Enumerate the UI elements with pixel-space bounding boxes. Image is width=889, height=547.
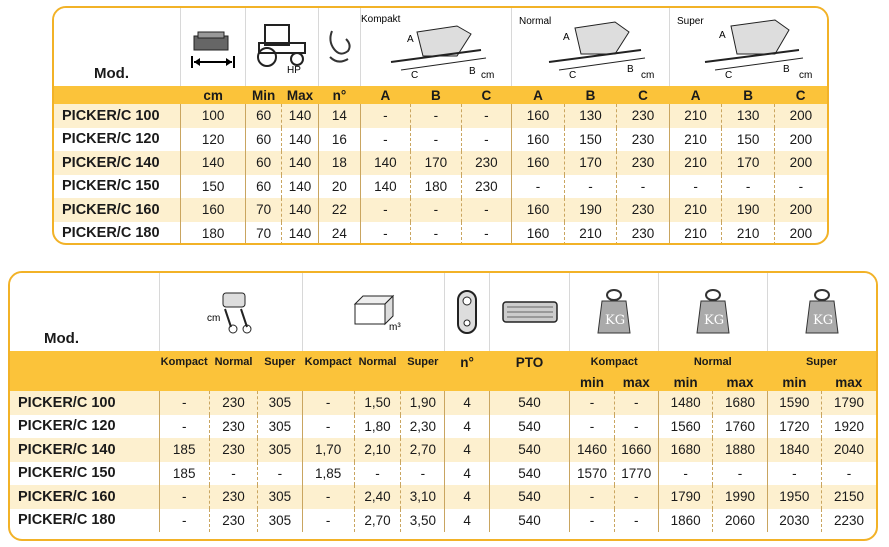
table-cell: 1950 — [767, 485, 821, 509]
mod-header: Mod. — [54, 8, 180, 86]
table-cell: 540 — [489, 485, 570, 509]
svg-text:A: A — [719, 30, 727, 41]
table-cell: - — [209, 462, 257, 486]
super-hopper-icon — [669, 8, 827, 86]
table-cell: 200 — [774, 104, 827, 128]
table-row — [10, 462, 876, 486]
table-cell: 1,90 — [401, 391, 445, 415]
col-header: C — [461, 86, 512, 104]
table-cell: 140 — [281, 151, 318, 175]
table-cell: 140 — [180, 151, 246, 175]
table-cell: 540 — [489, 415, 570, 439]
col-header: Normal — [209, 351, 257, 373]
table-cell: - — [411, 128, 462, 152]
table-cell: 130 — [722, 104, 775, 128]
table-cell: 4 — [445, 509, 489, 533]
table-2 — [10, 273, 876, 532]
svg-text:Super: Super — [677, 16, 705, 27]
svg-text:KG: KG — [812, 313, 833, 328]
model-name: PICKER/C 180 — [62, 225, 160, 242]
col-header: B — [411, 86, 462, 104]
table-cell: 1660 — [614, 438, 658, 462]
svg-text:C: C — [569, 70, 577, 81]
svg-text:A: A — [406, 34, 414, 45]
table-row — [10, 438, 876, 462]
model-name: PICKER/C 120 — [62, 131, 160, 148]
svg-text:C: C — [410, 70, 419, 81]
table-cell: 2030 — [767, 509, 821, 533]
table-cell: 2,40 — [354, 485, 400, 509]
table-cell: 2040 — [822, 438, 877, 462]
svg-text:cm: cm — [480, 70, 495, 81]
kompakt-hopper-icon — [360, 8, 512, 86]
table-cell: 140 — [281, 222, 318, 246]
svg-text:B: B — [627, 64, 635, 75]
table-cell: 1,70 — [302, 438, 354, 462]
table-cell: 160 — [512, 128, 565, 152]
table-cell: 18 — [319, 151, 360, 175]
table-cell: 130 — [564, 104, 617, 128]
table-cell: 1860 — [658, 509, 712, 533]
model-name: PICKER/C 100 — [54, 104, 180, 128]
col-header: PTO — [489, 351, 570, 373]
table-cell: 200 — [774, 222, 827, 246]
table-cell: 70 — [246, 222, 281, 246]
table-cell: - — [302, 391, 354, 415]
col-header: Normal — [354, 351, 400, 373]
model-name: PICKER/C 140 — [10, 438, 159, 462]
table-cell: - — [614, 485, 658, 509]
table-cell: 140 — [360, 151, 411, 175]
col-header: Kompact — [570, 351, 659, 373]
table-cell: 1680 — [713, 391, 767, 415]
table-cell: - — [617, 175, 670, 199]
table-cell: 230 — [617, 128, 670, 152]
spec-table-2 — [8, 271, 878, 541]
table-cell: - — [658, 462, 712, 486]
table-cell: 160 — [180, 198, 246, 222]
table-cell: 1,50 — [354, 391, 400, 415]
table-cell: - — [159, 391, 209, 415]
table-cell: - — [614, 391, 658, 415]
table-cell: 1,80 — [354, 415, 400, 439]
table-cell: - — [512, 175, 565, 199]
table-cell: 2060 — [713, 509, 767, 533]
table-cell: 1990 — [713, 485, 767, 509]
table-cell: - — [669, 175, 722, 199]
table-cell: 1790 — [658, 485, 712, 509]
table-cell: 4 — [445, 438, 489, 462]
pto-shaft-icon — [489, 273, 570, 351]
table-cell: - — [360, 104, 411, 128]
col-header: max — [713, 373, 767, 391]
spec-table-1 — [52, 6, 829, 245]
table-cell: 1790 — [822, 391, 877, 415]
table-cell: 200 — [774, 128, 827, 152]
table-row — [10, 509, 876, 533]
table-cell: 230 — [617, 222, 670, 246]
normal-hopper-icon — [512, 8, 670, 86]
table-cell: - — [159, 485, 209, 509]
table-cell: 160 — [512, 151, 565, 175]
table-cell: 20 — [319, 175, 360, 199]
col-header: B — [564, 86, 617, 104]
table-cell: 230 — [617, 151, 670, 175]
table-cell: 24 — [319, 222, 360, 246]
table-cell: 150 — [564, 128, 617, 152]
table-cell: 230 — [617, 198, 670, 222]
sub-header-row — [10, 373, 876, 391]
table-cell: - — [302, 509, 354, 533]
svg-text:A: A — [563, 32, 571, 43]
table-cell: 305 — [258, 391, 302, 415]
svg-text:HP: HP — [287, 65, 302, 75]
table-row — [10, 485, 876, 509]
table-cell: 140 — [281, 104, 318, 128]
table-cell: - — [461, 128, 512, 152]
table-cell: - — [614, 509, 658, 533]
table-cell: 160 — [512, 104, 565, 128]
table-cell: 22 — [319, 198, 360, 222]
table-cell: 3,10 — [401, 485, 445, 509]
table-cell: - — [564, 175, 617, 199]
table-cell: 1920 — [822, 415, 877, 439]
table-cell: - — [461, 104, 512, 128]
table-cell: 210 — [669, 151, 722, 175]
table-cell: - — [302, 415, 354, 439]
table-cell: 1560 — [658, 415, 712, 439]
table-cell: 540 — [489, 391, 570, 415]
col-header: Max — [281, 86, 318, 104]
table-cell: 140 — [281, 128, 318, 152]
column-header-row — [54, 86, 827, 104]
model-name: PICKER/C 150 — [62, 178, 160, 195]
table-cell: - — [767, 462, 821, 486]
table-cell: 60 — [246, 175, 281, 199]
table-cell: 14 — [319, 104, 360, 128]
table-cell: 60 — [246, 151, 281, 175]
table-cell: 1460 — [570, 438, 614, 462]
col-header: Super — [767, 351, 876, 373]
table-cell: - — [401, 462, 445, 486]
table-cell: 230 — [209, 415, 257, 439]
table-cell: 185 — [159, 438, 209, 462]
svg-text:B: B — [468, 66, 476, 77]
table-cell: - — [360, 128, 411, 152]
table-cell: - — [411, 222, 462, 246]
model-name: PICKER/C 150 — [18, 465, 116, 482]
table-cell: 540 — [489, 462, 570, 486]
table-cell: - — [570, 415, 614, 439]
table-cell: 60 — [246, 104, 281, 128]
table-cell: - — [360, 222, 411, 246]
table-cell: 1680 — [658, 438, 712, 462]
table-cell: 210 — [564, 222, 617, 246]
weight-icon-kompact — [570, 273, 659, 351]
col-header: A — [669, 86, 722, 104]
table-row — [10, 415, 876, 439]
col-header: n° — [319, 86, 360, 104]
table-row — [54, 198, 827, 222]
col-header: Super — [258, 351, 302, 373]
table-cell: 4 — [445, 415, 489, 439]
table-cell: 60 — [246, 128, 281, 152]
table-cell: 1590 — [767, 391, 821, 415]
table-1 — [54, 8, 827, 245]
model-name: PICKER/C 120 — [18, 418, 116, 435]
svg-text:Normal: Normal — [519, 16, 552, 27]
table-cell: - — [614, 415, 658, 439]
table-cell: 180 — [411, 175, 462, 199]
svg-text:m³: m³ — [389, 322, 402, 333]
table-cell: 305 — [258, 485, 302, 509]
table-cell: 1770 — [614, 462, 658, 486]
table-cell: - — [354, 462, 400, 486]
hopper-depth-icon — [159, 273, 302, 351]
table-row — [54, 128, 827, 152]
weight-icon-normal — [658, 273, 767, 351]
table-cell: 100 — [180, 104, 246, 128]
model-name: PICKER/C 180 — [18, 512, 116, 529]
table-cell: 1880 — [713, 438, 767, 462]
table-cell: 2,70 — [401, 438, 445, 462]
col-header: C — [617, 86, 670, 104]
table-cell: - — [159, 415, 209, 439]
col-header: A — [512, 86, 565, 104]
table-cell: - — [570, 509, 614, 533]
table-cell: - — [461, 198, 512, 222]
table-cell: 2150 — [822, 485, 877, 509]
table-cell: 305 — [258, 438, 302, 462]
table-cell: - — [411, 104, 462, 128]
table-cell: 70 — [246, 198, 281, 222]
table-cell: 540 — [489, 438, 570, 462]
col-header: n° — [445, 351, 489, 373]
table-cell: - — [570, 391, 614, 415]
col-header: max — [614, 373, 658, 391]
svg-text:C: C — [725, 70, 733, 81]
chain-icon — [445, 273, 489, 351]
svg-text:B: B — [783, 64, 791, 75]
table-cell: - — [360, 198, 411, 222]
svg-text:cm: cm — [206, 313, 220, 324]
table-cell: 1570 — [570, 462, 614, 486]
table-cell: 230 — [617, 104, 670, 128]
table-cell: 230 — [209, 391, 257, 415]
table-cell: 1720 — [767, 415, 821, 439]
svg-text:cm: cm — [641, 70, 655, 81]
table-cell: 185 — [159, 462, 209, 486]
table-cell: 1760 — [713, 415, 767, 439]
model-name: PICKER/C 140 — [54, 151, 180, 175]
col-header: min — [767, 373, 821, 391]
table-cell: 3,50 — [401, 509, 445, 533]
table-cell: - — [302, 485, 354, 509]
tractor-icon — [246, 8, 319, 86]
table-cell: 140 — [360, 175, 411, 199]
table-cell: 230 — [461, 175, 512, 199]
table-cell: 4 — [445, 391, 489, 415]
table-cell: 230 — [209, 509, 257, 533]
model-name: PICKER/C 100 — [10, 391, 159, 415]
table-cell: - — [822, 462, 877, 486]
col-header: min — [570, 373, 614, 391]
table-cell: 200 — [774, 198, 827, 222]
rotor-icon — [319, 8, 360, 86]
svg-text:KG: KG — [605, 313, 626, 328]
table-cell: 230 — [209, 485, 257, 509]
table-cell: 150 — [722, 128, 775, 152]
table-cell: 1840 — [767, 438, 821, 462]
table-cell: 210 — [722, 222, 775, 246]
col-header: Super — [401, 351, 445, 373]
table-cell: 210 — [669, 222, 722, 246]
col-header: C — [774, 86, 827, 104]
weight-icon-super — [767, 273, 876, 351]
table-cell: - — [411, 198, 462, 222]
table-cell: 170 — [722, 151, 775, 175]
model-name: PICKER/C 160 — [10, 485, 159, 509]
table-row — [54, 104, 827, 128]
mod-header: Mod. — [10, 273, 159, 351]
table-cell: - — [713, 462, 767, 486]
table-cell: 140 — [281, 175, 318, 199]
table-cell: - — [159, 509, 209, 533]
table-cell: 305 — [258, 509, 302, 533]
width-icon — [180, 8, 246, 86]
table-cell: 210 — [669, 128, 722, 152]
col-header: cm — [180, 86, 246, 104]
table-cell: 2,70 — [354, 509, 400, 533]
table-cell: 120 — [180, 128, 246, 152]
table-cell: 16 — [319, 128, 360, 152]
svg-text:KG: KG — [703, 313, 724, 328]
col-header: max — [822, 373, 877, 391]
table-cell: 4 — [445, 485, 489, 509]
table-cell: 150 — [180, 175, 246, 199]
volume-icon — [302, 273, 445, 351]
table-cell: 4 — [445, 462, 489, 486]
col-header: Normal — [658, 351, 767, 373]
table-row — [54, 151, 827, 175]
table-cell: 160 — [512, 222, 565, 246]
table-cell: 160 — [512, 198, 565, 222]
table-cell: - — [722, 175, 775, 199]
table-cell: 2,10 — [354, 438, 400, 462]
group-header-row — [10, 351, 876, 373]
col-header: Kompact — [302, 351, 354, 373]
table-cell: - — [570, 485, 614, 509]
col-header: min — [658, 373, 712, 391]
table-cell: 1,85 — [302, 462, 354, 486]
table-cell: 305 — [258, 415, 302, 439]
table-cell: - — [461, 222, 512, 246]
table-cell: - — [774, 175, 827, 199]
table-row — [10, 391, 876, 415]
table-cell: 2,30 — [401, 415, 445, 439]
table-cell: 210 — [669, 104, 722, 128]
svg-text:Kompakt: Kompakt — [360, 14, 401, 25]
table-cell: 170 — [411, 151, 462, 175]
table-cell: 140 — [281, 198, 318, 222]
svg-text:cm: cm — [799, 70, 813, 81]
table-cell: 180 — [180, 222, 246, 246]
table-cell: 2230 — [822, 509, 877, 533]
col-header: Kompact — [159, 351, 209, 373]
table-cell: 190 — [564, 198, 617, 222]
col-header: Min — [246, 86, 281, 104]
table-cell: 170 — [564, 151, 617, 175]
col-header: B — [722, 86, 775, 104]
col-header: A — [360, 86, 411, 104]
table-row — [54, 222, 827, 246]
table-cell: 190 — [722, 198, 775, 222]
table-cell: 230 — [209, 438, 257, 462]
table-cell: 230 — [461, 151, 512, 175]
table-cell: 540 — [489, 509, 570, 533]
table-cell: 1480 — [658, 391, 712, 415]
table-cell: - — [258, 462, 302, 486]
model-name: PICKER/C 160 — [54, 198, 180, 222]
table-cell: 200 — [774, 151, 827, 175]
table-cell: 210 — [669, 198, 722, 222]
table-row — [54, 175, 827, 199]
